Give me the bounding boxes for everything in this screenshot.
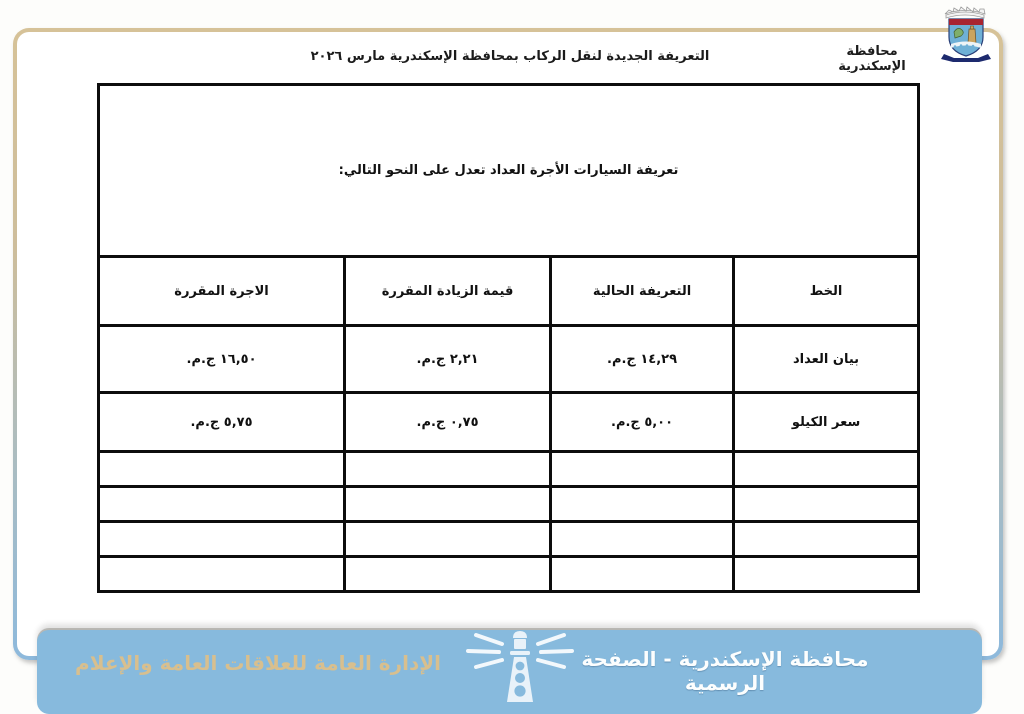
col-header-approved-fare: الاجرة المقررة [99, 257, 345, 326]
table-intro-row [99, 85, 919, 257]
empty-cell [99, 557, 345, 592]
table-header-row [99, 257, 919, 326]
col-header-current-tariff: التعريفة الحالية [551, 257, 734, 326]
footer-official-page-label: محافظة الإسكندرية - الصفحة الرسمية [581, 647, 869, 695]
page-title: التعريفة الجديدة لنقل الركاب بمحافظة الإسكندرية مارس ٢٠٢٦ [310, 49, 710, 64]
empty-cell [551, 557, 734, 592]
cell-line: بيان العداد [734, 326, 919, 393]
empty-row [99, 452, 919, 487]
empty-row [99, 557, 919, 592]
empty-cell [99, 522, 345, 557]
footer-department-label: الإدارة العامة للعلاقات العامة والإعلام [75, 651, 441, 675]
table-intro-text: تعريفة السيارات الأجرة العداد تعدل على النحو التالي: [99, 85, 919, 257]
empty-cell [99, 452, 345, 487]
cell-current: ٥,٠٠ ج.م. [551, 393, 734, 452]
empty-cell [99, 487, 345, 522]
empty-cell [551, 452, 734, 487]
table-row [99, 393, 919, 452]
empty-cell [551, 487, 734, 522]
empty-cell [345, 452, 551, 487]
empty-row [99, 487, 919, 522]
col-header-increase-value: قيمة الزيادة المقررة [345, 257, 551, 326]
empty-cell [734, 452, 919, 487]
cell-increase: ٢,٢١ ج.م. [345, 326, 551, 393]
empty-cell [345, 522, 551, 557]
empty-cell [734, 557, 919, 592]
governorate-emblem-icon [927, 2, 1005, 66]
cell-line: سعر الكيلو [734, 393, 919, 452]
cell-current: ١٤,٢٩ ج.م. [551, 326, 734, 393]
empty-row [99, 522, 919, 557]
empty-cell [551, 522, 734, 557]
fare-table [97, 83, 920, 593]
empty-cell [734, 522, 919, 557]
cell-new-fare: ١٦,٥٠ ج.م. [99, 326, 345, 393]
empty-cell [734, 487, 919, 522]
col-header-line: الخط [734, 257, 919, 326]
table-row [99, 326, 919, 393]
empty-cell [345, 487, 551, 522]
cell-increase: ٠,٧٥ ج.م. [345, 393, 551, 452]
empty-cell [345, 557, 551, 592]
org-name: محافظة الإسكندرية [838, 44, 906, 74]
cell-new-fare: ٥,٧٥ ج.م. [99, 393, 345, 452]
